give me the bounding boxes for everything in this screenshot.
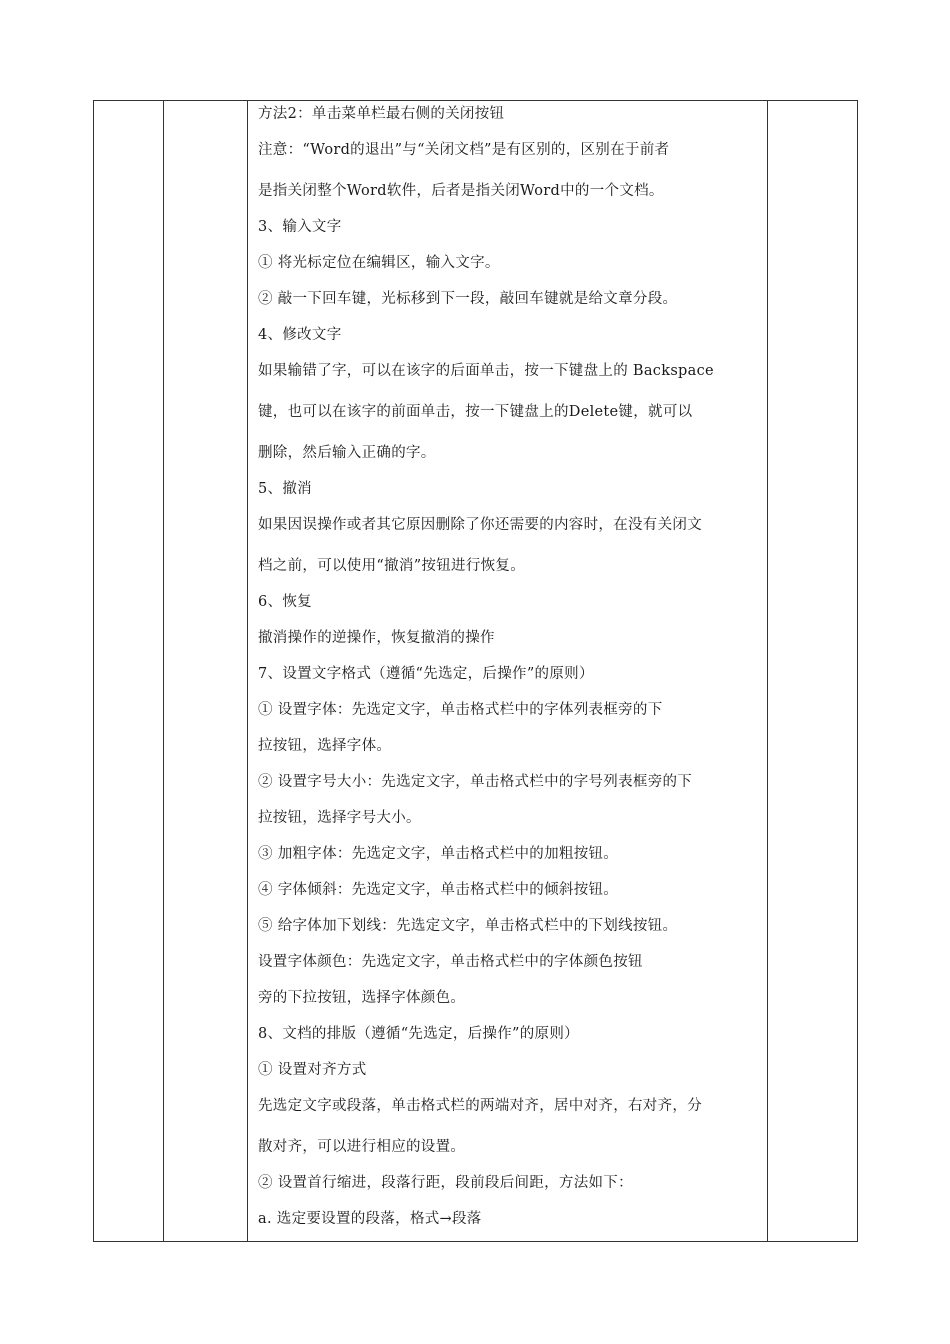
text-line: 7、设置文字格式（遵循“先选定，后操作”的原则） <box>258 666 594 682</box>
text-line: 注意：“Word的退出”与“关闭文档”是有区别的，区别在于前者 <box>258 142 670 158</box>
text-line: 键，也可以在该字的前面单击，按一下键盘上的Delete键，就可以 <box>258 404 693 420</box>
text-line: ⑤ 给字体加下划线：先选定文字，单击格式栏中的下划线按钮。 <box>258 918 678 934</box>
text-line: 删除，然后输入正确的字。 <box>258 445 436 461</box>
text-line: 拉按钮，选择字号大小。 <box>258 810 421 826</box>
text-line: 是指关闭整个Word软件，后者是指关闭Word中的一个文档。 <box>258 183 664 199</box>
text-line: 4、修改文字 <box>258 327 342 343</box>
text-line: ② 敲一下回车键，光标移到下一段，敲回车键就是给文章分段。 <box>258 291 678 307</box>
text-line: 撤消操作的逆操作，恢复撤消的操作 <box>258 630 495 646</box>
text-line: ① 设置对齐方式 <box>258 1062 367 1078</box>
column-divider-2 <box>247 101 248 1241</box>
column-divider-3 <box>767 101 768 1241</box>
text-line: 3、输入文字 <box>258 219 342 235</box>
text-line: ② 设置首行缩进，段落行距，段前段后间距，方法如下： <box>258 1175 633 1191</box>
text-line: ② 设置字号大小：先选定文字，单击格式栏中的字号列表框旁的下 <box>258 774 693 790</box>
document-table <box>93 100 858 1242</box>
text-line: ① 设置字体：先选定文字，单击格式栏中的字体列表框旁的下 <box>258 702 663 718</box>
text-line: 先选定文字或段落，单击格式栏的两端对齐，居中对齐，右对齐，分 <box>258 1098 702 1114</box>
text-line: ① 将光标定位在编辑区，输入文字。 <box>258 255 500 271</box>
text-line: ④ 字体倾斜：先选定文字，单击格式栏中的倾斜按钮。 <box>258 882 619 898</box>
text-line: 如果输错了字，可以在该字的后面单击，按一下键盘上的 Backspace <box>258 363 714 379</box>
column-divider-1 <box>163 101 164 1241</box>
text-line: 设置字体颜色：先选定文字，单击格式栏中的字体颜色按钮 <box>258 954 643 970</box>
text-line: a. 选定要设置的段落，格式→段落 <box>258 1211 482 1227</box>
text-line: 6、恢复 <box>258 594 312 610</box>
text-line: 拉按钮，选择字体。 <box>258 738 392 754</box>
text-line: 如果因误操作或者其它原因删除了你还需要的内容时，在没有关闭文 <box>258 517 702 533</box>
text-line: 5、撤消 <box>258 481 312 497</box>
text-line: 档之前，可以使用“撤消”按钮进行恢复。 <box>258 558 526 574</box>
text-line: 旁的下拉按钮，选择字体颜色。 <box>258 990 466 1006</box>
text-line: 散对齐，可以进行相应的设置。 <box>258 1139 466 1155</box>
text-line: 方法2：单击菜单栏最右侧的关闭按钮 <box>258 106 505 122</box>
text-line: ③ 加粗字体：先选定文字，单击格式栏中的加粗按钮。 <box>258 846 619 862</box>
text-line: 8、文档的排版（遵循“先选定，后操作”的原则） <box>258 1026 579 1042</box>
